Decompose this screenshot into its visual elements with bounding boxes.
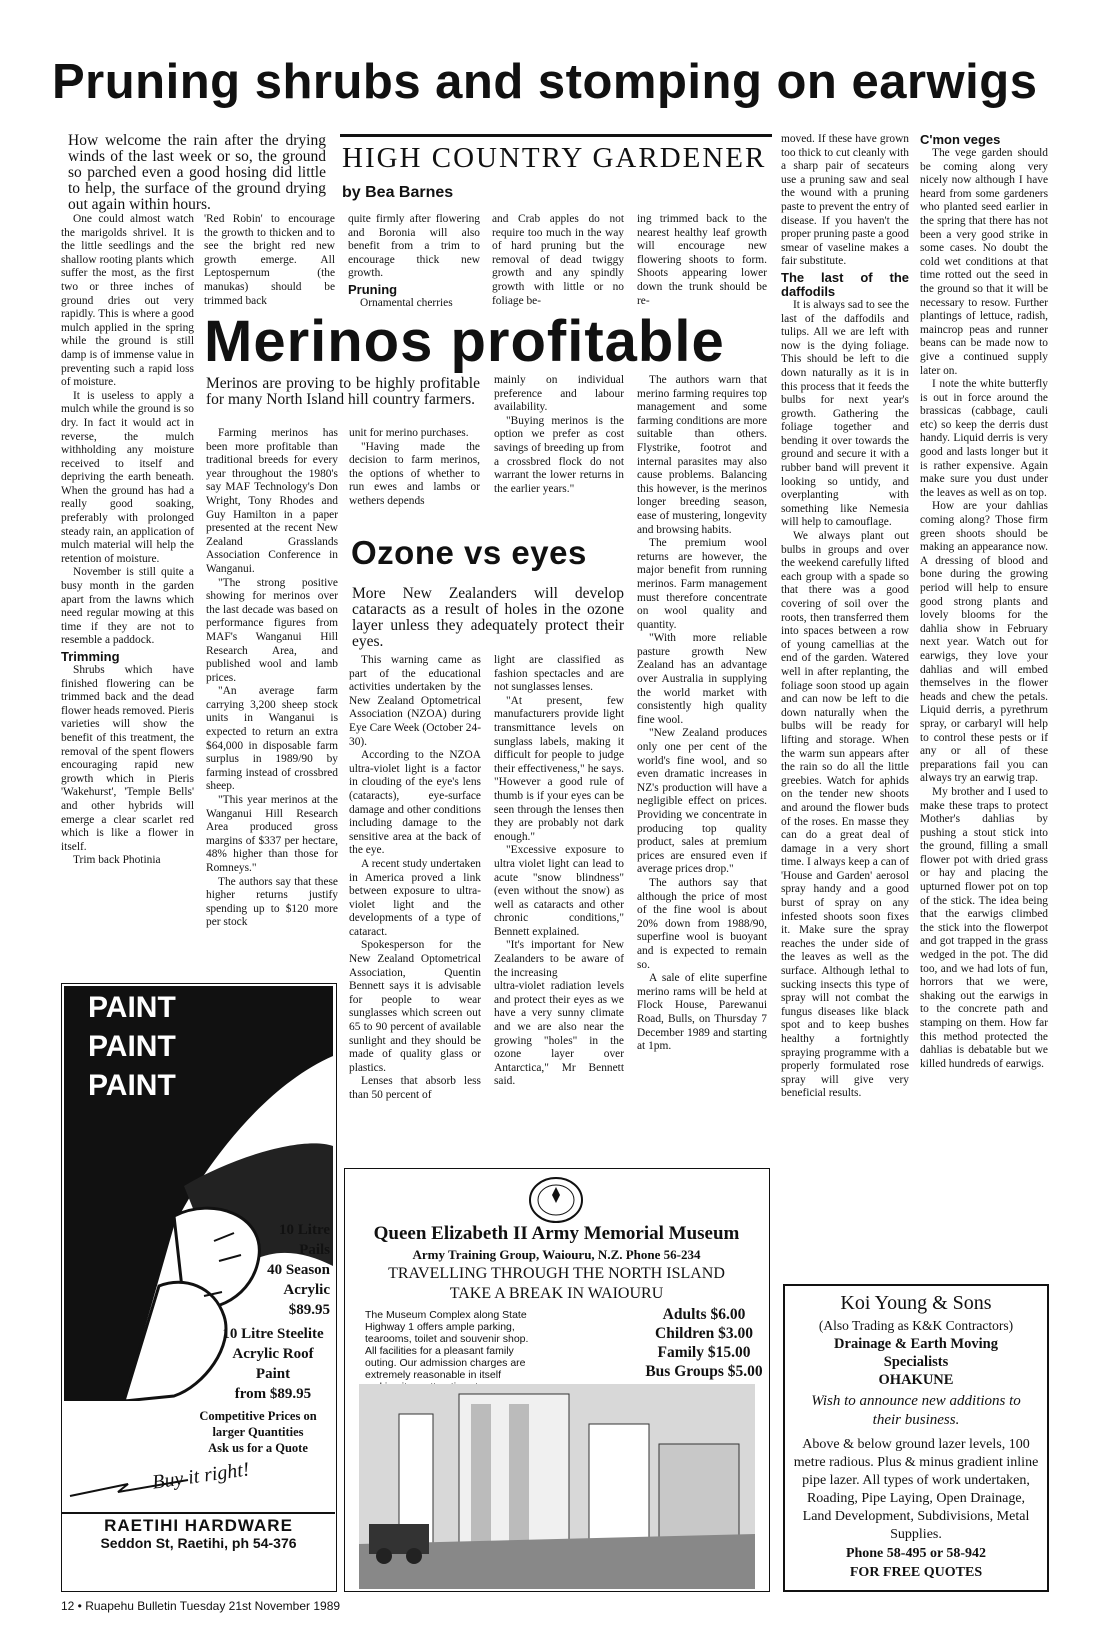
offer-line: Acrylic Roof [232, 1346, 314, 1362]
page-headline: Pruning shrubs and stomping on earwigs [52, 55, 1038, 109]
subheading-daffodils: The last of the daffodils [781, 269, 909, 299]
museum-line2: TAKE A BREAK IN WAIOURU [449, 1285, 664, 1302]
garden-col-2 [204, 213, 335, 309]
price-line: Adults $6.00 [662, 1306, 746, 1323]
note-line: Competitive Prices on [199, 1409, 317, 1423]
koi-sub: (Also Trading as K&K Contractors) [818, 1318, 1014, 1333]
garden-col-5 [637, 213, 767, 309]
paragraph: I note the white butterfly is out in force around the brassicas (cabbage, cauli etc) so keep the derris dust handy. Liquid derris is very good and lasts longer but it is rather expensive. Again make sure you dust under the leaves as well as on top. [920, 378, 1048, 499]
paragraph: moved. If these have grown too thick to cut cleanly with a sharp pair of secateurs use a pruning saw and seal the wound with a pruning paste to prevent the entry of disease. If you haven't the proper pruning paste a good smear of vaseline makes a fair substitute. [781, 133, 909, 268]
paint-advert [61, 983, 337, 1592]
ozone-headline: Ozone vs eyes [351, 534, 587, 571]
garden-col-4 [492, 213, 624, 309]
subheading-trimming: Trimming [61, 649, 120, 664]
museum-crest [528, 1175, 584, 1225]
paragraph: "At present, few manufacturers provide light transmittance levels on sunglass labels, making it difficult for people to judge their effectiveness," he says. "However a good rule of thumb is if your eyes can be seen through the lenses then they are probably not dark enough." [494, 694, 624, 843]
paragraph: The vege garden should be coming along very nicely now although I have heard from some gardeners who planted seed earlier in the spring that there has not been a very good strike in some cases. No doubt the cold wet conditions at that time rotted out the seed in the ground so that it will be necessary to resow. Further plantings of lettuce, radish, maincrop peas and runner beans can be made now to give a continued supply later on. [920, 147, 1048, 377]
masthead-rule [340, 134, 772, 137]
paint-title [88, 988, 176, 1105]
paint-title-line: PAINT [88, 991, 176, 1024]
paragraph: The authors say that these higher returns justify spending up to $120 more per stock [206, 875, 338, 929]
garden-byline: by Bea Barnes [342, 184, 454, 201]
paragraph: "New Zealand produces only one per cent of the world's fine wool, and so even dramatic increases in NZ's production will have a negligible effect on prices. Providing we concentrate in producing top quality product, sales at premium prices are ensured even if average prices drop." [637, 727, 767, 876]
museum-prices [645, 1305, 763, 1381]
paragraph: Spokesperson for the New Zealand Optometrical Association, Quentin Bennett says it is advisable for people to wear sunglasses which screen out 65 to 90 percent of available sunlight and they should be made of quality glass or plastics. [349, 939, 481, 1074]
paragraph: The authors warn that merino farming requires top management and some farming conditions are more suitable than others. Flystrike, footrot and internal parasites may also cause problems. Balancing this however, is the merinos longer breeding season, ease of mustering, longevity and browsing habits. [637, 374, 767, 536]
paragraph: The premium wool returns are however, the major benefit from running merinos. Farm management must therefore concentrate on wool quality and quantity. [637, 537, 767, 631]
note-line: Ask us for a Quote [208, 1441, 308, 1455]
paragraph: ultra-violet radiation levels and protect their eyes as we have a very sunny climate and we are also near the growing "holes" in the ozone layer over Antarctica," Mr Bennett said. [494, 980, 624, 1088]
museum-title: Queen Elizabeth II Army Memorial Museum [373, 1223, 740, 1244]
paragraph: "An average farm carrying 3,200 sheep stock units in Wanganui is expected to return an extra $64,000 in disposable farm surplus in 1989/90 by farming instead of crossbred sheep. [206, 685, 338, 793]
paragraph: quite firmly after flowering and Boronia will also benefit from a trim to encourage thick new growth. [348, 213, 480, 280]
koi-line2: Specialists [883, 1354, 949, 1370]
museum-photo [359, 1384, 755, 1589]
crest-icon [528, 1175, 584, 1225]
paragraph: "It's important for New Zealanders to be aware of the increasing [494, 939, 624, 979]
paragraph: "Excessive exposure to ultra violet light can lead to acute "snow blindness" (even without the snow) as well as cataracts and other chronic conditions," Bennett explained. [494, 844, 624, 938]
offer-line: 40 Season [267, 1262, 330, 1278]
offer-line: Paint [255, 1366, 291, 1382]
merinos-col-3 [494, 374, 624, 524]
koi-body: Above & below ground lazer levels, 100 metre radious. Plus & minus gradient inline pipe lazer. All types of work undertaken, Roading, Pipe Laying, Open Drainage, Land Development, Subdivisions, Metal Supplies. [793, 1437, 1039, 1542]
paragraph: How are your dahlias coming along? Those firm green shoots should be making an appearance now. A dressing of blood and bone during the growing period will help to ensure good strong plants and lovely blooms for the dahlia show in February next year. Watch out for earwigs, they love your dahlias and will embed themselves in the flower heads and chew the petals. Liquid derris, a pyrethrum spray, or carbaryl will help to control these pests or if any or all of these preparations fail you can always try an earwig trap. [920, 500, 1048, 785]
ozone-col-1 [349, 654, 481, 1166]
koi-line3: OHAKUNE [878, 1372, 954, 1388]
garden-intro: How welcome the rain after the drying winds of the last week or so, the ground so parched even a good hosing did little to help, the surface of the ground drying out again within hours. [68, 132, 326, 213]
page-footer: 12 • Ruapehu Bulletin Tuesday 21st November 1989 [61, 1599, 341, 1613]
paragraph: According to the NZOA ultra-violet light is a factor in clouding of the eye's lens (cataracts), eye-surface damage and other conditions including damage to the sensitive area at the back of the eye. [349, 749, 481, 857]
shop-name: RAETIHI HARDWARE [62, 1512, 335, 1536]
paragraph: "Having made the decision to farm merinos, the options of whether to run ewes and lambs or wethers depends [349, 440, 480, 507]
paragraph: and Crab apples do not require too much in the way of hard pruning but the removal of dead twiggy growth and any spindly growth with little or no foliage be- [492, 213, 624, 307]
paragraph: The authors say that although the price of most of the fine wool is about 20% down from 1988/90, superfine wool is buoyant and is expected to remain so. [637, 876, 767, 971]
paragraph: November is still quite a busy month in the garden apart from the lawns which need regular mowing at this time if they are not to resemble a paddock. [61, 566, 194, 647]
shop-address: Seddon St, Raetihi, ph 54-376 [100, 1535, 297, 1551]
offer-line: 10 Litre Steelite [222, 1326, 324, 1342]
paint-title-line: PAINT [88, 1069, 176, 1102]
paragraph: "The strong positive showing for merinos over the last decade was based on performance figures from MAF's Wanganui Hill Research Area, and published wool and lamb prices. [206, 576, 338, 684]
merinos-col-1 [206, 427, 338, 977]
paragraph: "This year merinos at the Wanganui Hill Research Area produced gross margins of $337 per hectare, 48% higher than those for Romneys." [206, 794, 338, 874]
paragraph: Shrubs which have finished flowering can be trimmed back and the dead flower heads removed. Pieris varieties will show the benefit of this treatment, the removal of the spent flowers encouraging rapid new growth which in Pieris 'Wakehurst', 'Temple Bells' and other hybrids will emerge a clear scarlet red which is like a flower in itself. [61, 664, 194, 853]
note-line: larger Quantities [212, 1425, 304, 1439]
price-line: Family $15.00 [657, 1344, 751, 1361]
subheading-veges: C'mon veges [920, 133, 1001, 147]
museum-line1: TRAVELLING THROUGH THE NORTH ISLAND [388, 1265, 725, 1282]
paragraph: Trim back Photinia [73, 854, 161, 867]
paragraph: Farming merinos has been more profitable than traditional breeds for every year throughout the 1980's say MAF Technology's Don Wright, Tony Rhodes and Guy Hamilton in a paper presented at the recent New Zealand Grasslands Association Conference in Wanganui. [206, 427, 338, 575]
price-line: Children $3.00 [655, 1325, 753, 1342]
offer-line: Pails [299, 1242, 330, 1258]
paragraph: light are classified as fashion spectacles and are not sunglasses lenses. [494, 654, 624, 694]
paint-note [182, 1408, 334, 1456]
offer-line: 10 Litre [279, 1222, 330, 1238]
koi-phone: Phone 58-495 or 58-942 [845, 1546, 987, 1561]
paragraph: Ornamental cherries [360, 296, 453, 309]
paragraph: mainly on individual preference and labour availability. [494, 374, 624, 414]
merinos-col-4 [637, 374, 767, 1166]
paragraph: My brother and I used to make these traps to protect Mother's dahlias by pushing a stout stick into the ground, filling a small flower pot with dried grass or hay and placing the upturned flower pot on top of the stick. The idea being that the earwigs climbed the stick into the flowerpot and got trapped in the grass wedged in the pot. The did too, and we had lots of fun, horrors that we were, shaking out the earwigs in to the concrete path and stamping on them. How far this method protected the dahlias is debatable but we killed hundreds of earwigs. [920, 785, 1048, 1070]
koi-italic: Wish to announce new additions to their business. [811, 1393, 1021, 1428]
garden-col-6 [781, 133, 909, 1278]
koi-line1: Drainage & Earth Moving [834, 1336, 998, 1352]
paragraph: unit for merino purchases. [349, 427, 469, 439]
subheading-pruning: Pruning [348, 281, 398, 297]
offer-line: Acrylic [283, 1282, 330, 1298]
merinos-intro: Merinos are proving to be highly profitable for many North Island hill country farmers. [206, 375, 480, 408]
merinos-col-2 [349, 427, 480, 527]
offer-line: $89.95 [288, 1302, 330, 1318]
garden-col-3 [348, 213, 480, 309]
price-line: Bus Groups $5.00 [645, 1363, 763, 1380]
paragraph: ing trimmed back to the nearest healthy leaf growth will encourage new flowering shoots to form. Shoots appearing lower down the trunk should be re- [637, 213, 767, 307]
garden-masthead: HIGH COUNTRY GARDENER [342, 142, 767, 174]
offer-line: from $89.95 [234, 1386, 312, 1402]
museum-sub: Army Training Group, Waiouru, N.Z. Phone 56-234 [412, 1247, 701, 1262]
koi-quotes: FOR FREE QUOTES [849, 1565, 983, 1580]
paragraph: A sale of elite superfine merino rams will be held at Flock House, Parewanui Road, Bulls, on Thursday 7 December 1989 and starting at 1pm. [637, 972, 767, 1053]
paragraph: We always plant out bulbs in groups and over the weekend carefully lifted each group with a spade so that there was a good covering of soil over the roots, then transferred them into spaces between a row of young camellias at the end of the garden. Watered well in after replanting, the foliage soon stood up again and can now be left to die down naturally when the bulbs will be ready for lifting and storage. When the warm sun appears after the rain so do all the little greebies. Watch for aphids on the tender new shoots and around the flower buds of the roses. En masse they can do a great deal of damage in a very short time. I always keep a can of 'House and Garden' aerosol spray handy and a good burst of spray on any infested shoots soon fixes it. Make sure the spray reaches the under side of the leaves as well as the surface. Although lethal to sucking insects this type of spray will not combat the fungus diseases like black spot and to keep bushes healthy a fortnightly spraying programme with a properly formulated rose spray will give very beneficial results. [781, 530, 909, 1100]
ozone-intro: More New Zealanders will develop cataracts as a result of holes in the ozone layer unless they adequately protect their eyes. [352, 585, 624, 650]
paragraph: One could almost watch the marigolds shrivel. It is the little seedlings and the shallow rooting plants which suffer the most, as the first two or three inches of ground dries out very rapidly. This is where a good mulch applied in the spring while the ground is still damp is of immense value in preventing such a rapid loss of moisture. [61, 213, 194, 389]
paragraph: "Buying merinos is the option we prefer as cost savings of breeding up from a crossbred flock do not warrant the lower returns in the earlier years." [494, 414, 624, 495]
ozone-col-2 [494, 654, 624, 1166]
garden-col-1 [61, 213, 194, 973]
museum-advert [344, 1168, 770, 1592]
paragraph: "With more reliable pasture growth New Zealand has an advantage over Australia in supplying the world market with consistently high quality fine wool. [637, 632, 767, 726]
paint-title-line: PAINT [88, 1030, 176, 1063]
paint-offer-2 [212, 1324, 334, 1404]
koi-title: Koi Young & Sons [840, 1292, 992, 1314]
museum-desc: The Museum Complex along State Highway 1 offers ample parking, tearooms, toilet and souvenir shop. All facilities for a pleasant family outing. Our admission charges are extremely reasonable in itself [365, 1309, 529, 1381]
paragraph: Lenses that absorb less than 50 percent of [349, 1075, 481, 1101]
paragraph: 'Red Robin' to encourage the growth to thicken and to see the bright red new growth emerge. All Leptospernum (the manukas) should be trimmed back [204, 213, 335, 307]
koi-advert [783, 1284, 1049, 1592]
garden-col-7 [920, 133, 1048, 1278]
paragraph: It is always sad to see the last of the daffodils and tulips. All we are left with now is the dying foliage. This should be left to die down naturally as it is in this process that it feeds the bulbs for next year's growth. Gathering the foliage together and bending it over towards the ground and secure it with a rubber band will prevent it looking so untidy, and overplanting with something like Nemesia will help to camouflage. [781, 298, 909, 529]
lightning-icon [68, 1462, 328, 1502]
paint-offer-1 [220, 1220, 330, 1320]
paragraph: A recent study undertaken in America proved a link between exposure to ultra-violet light and the developments of a type of cataract. [349, 857, 481, 938]
paragraph: It is useless to apply a mulch while the ground is so dry. In fact it would act in reverse, the mulch withholding any moisture received to itself and depriving the earth beneath. When the ground has had a really good soaking, preferably with prolonged steady rain, an application of mulch material will help the retention of moisture. [61, 389, 194, 565]
buy-it-right-script: Buy it right! [150, 1458, 251, 1494]
paragraph: This warning came as part of the educational activities undertaken by the New Zealand Optometrical Association (NZOA) during Eye Care Week (October 24-30). [349, 654, 481, 748]
merinos-headline: Merinos profitable [204, 309, 725, 374]
